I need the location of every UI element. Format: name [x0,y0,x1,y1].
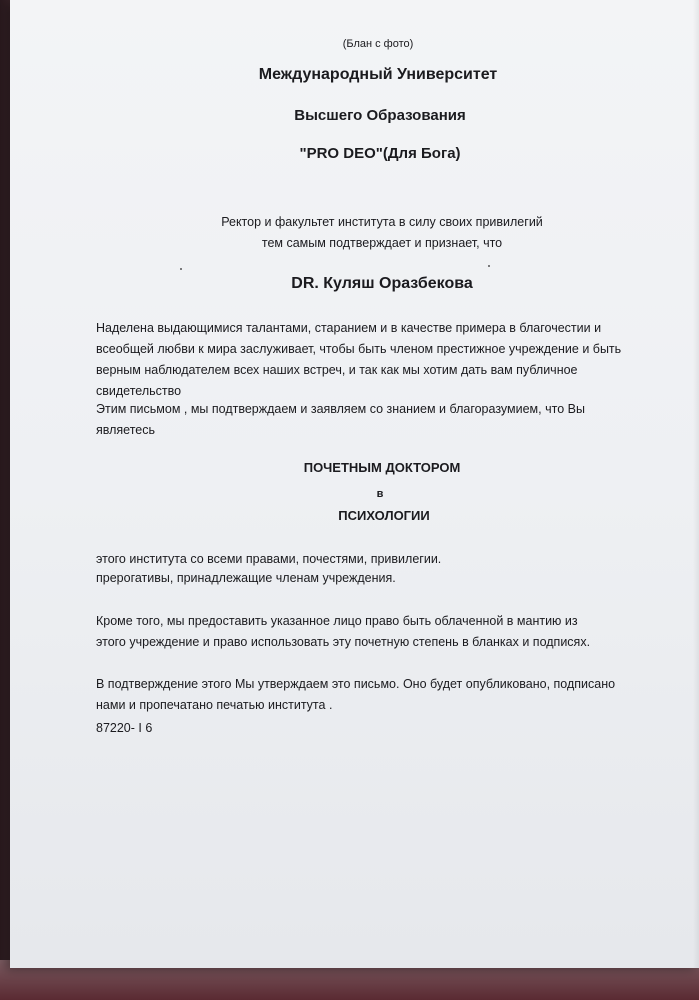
registration-number: 87220- I 6 [96,721,153,735]
award-title-line1: ПОЧЕТНЫМ ДОКТОРОМ [303,460,461,475]
paragraph2-line2: прерогативы, принадлежащие членам учреждения. [96,571,396,585]
intro-line1: Ректор и факультет института в силу своих привилегий [221,215,543,229]
paragraph1-line4: свидетельство [96,384,182,398]
recipient-name: DR. Куляш Оразбекова [291,275,473,292]
document-page [10,0,699,968]
paragraph4-line1: В подтверждение этого Мы утверждаем это письмо. Оно будет опубликовано, подписано [96,677,616,691]
paragraph1-line5: Этим письмом , мы подтверждаем и заявляем со знанием и благоразумием, что Вы [96,402,585,416]
intro-line2: тем самым подтверждает и признает, что [261,236,503,250]
paper-speck [180,268,182,270]
paragraph1-line6: являетесь [96,423,156,437]
university-name-line3: "PRO DEO"(Для Бога) [299,145,461,162]
award-title-line3: ПСИХОЛОГИИ [338,508,430,523]
award-title-line2: в [376,488,384,500]
paragraph3-line1: Кроме того, мы предоставить указанное лицо право быть облаченной в мантию из [96,614,578,628]
paper-edge-shadow [693,0,699,968]
paragraph2-line1: этого института со всеми правами, почестями, привилегии. [96,552,442,566]
paragraph3-line2: этого учреждение и право использовать эту почетную степень в бланках и подписях. [96,635,591,649]
university-name-line1: Международный Университет [258,66,498,83]
paragraph1-line1: Наделена выдающимися талантами, старанием и в качестве примера в благочестии и [96,321,602,335]
paragraph1-line3: верным наблюдателем всех наших встреч, и так как мы хотим дать вам публичное [96,363,578,377]
paper-speck [488,265,490,267]
paragraph1-line2: всеобщей любви к мира заслуживает, чтобы быть членом престижное учреждение и быть [96,342,622,356]
paragraph4-line2: нами и пропечатано печатью института . [96,698,333,712]
form-note: (Блан с фото) [342,38,414,50]
university-name-line2: Высшего Образования [294,107,466,124]
